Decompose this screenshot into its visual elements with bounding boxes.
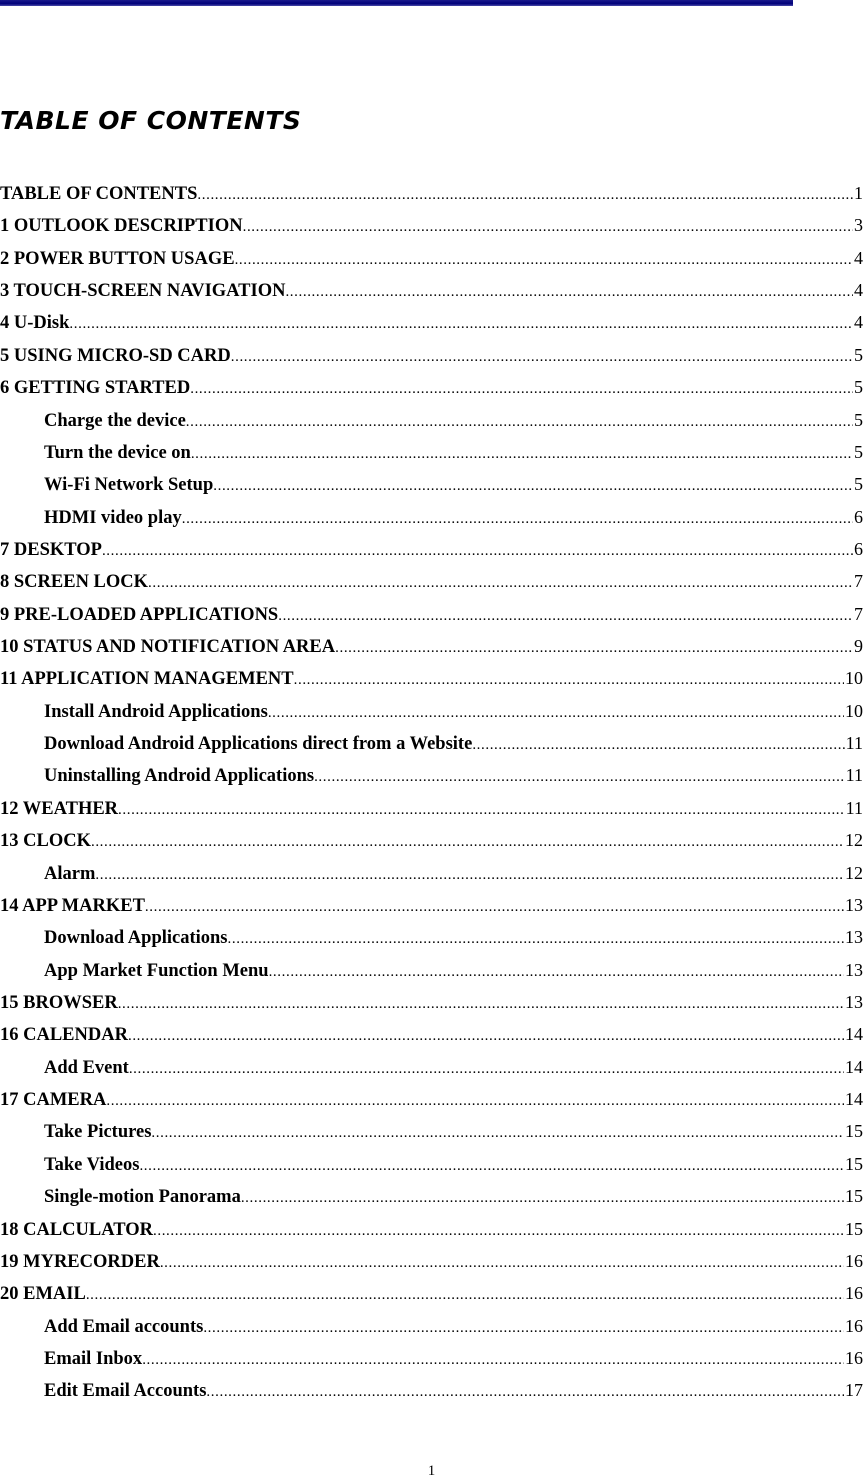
toc-entry-page: 16 xyxy=(845,1283,863,1304)
toc-dot-leader xyxy=(243,219,853,236)
toc-entry-page: 12 xyxy=(845,862,863,883)
toc-entry-title: 15 BROWSER xyxy=(0,992,118,1013)
toc-entry-page: 10 xyxy=(845,668,863,689)
toc-entry-title: Alarm xyxy=(44,863,96,884)
toc-entry[interactable] xyxy=(0,507,863,539)
toc-entry-title: 6 GETTING STARTED xyxy=(0,378,191,399)
toc-entry-title: Add Email accounts xyxy=(44,1316,204,1337)
toc-entry[interactable] xyxy=(0,345,863,377)
toc-entry-title: 8 SCREEN LOCK xyxy=(0,572,149,593)
toc-entry-page: 6 xyxy=(854,506,863,527)
toc-dot-leader xyxy=(95,867,844,884)
toc-dot-leader xyxy=(148,575,853,592)
toc-entry-page: 15 xyxy=(845,1153,863,1174)
toc-entry-title: 11 APPLICATION MANAGEMENT xyxy=(0,669,294,690)
toc-entry-title: Uninstalling Android Applications xyxy=(44,766,315,787)
toc-entry-page: 5 xyxy=(854,377,863,398)
toc-entry[interactable] xyxy=(0,280,863,312)
header-rule xyxy=(0,0,793,6)
toc-entry[interactable] xyxy=(0,895,863,927)
toc-dot-leader xyxy=(278,608,853,625)
toc-dot-leader xyxy=(69,316,853,333)
toc-dot-leader xyxy=(191,446,853,463)
toc-entry-title: Download Android Applications direct from a Website xyxy=(44,734,473,755)
toc-entry-page: 5 xyxy=(854,441,863,462)
toc-entry[interactable] xyxy=(0,798,863,830)
toc-entry[interactable] xyxy=(0,215,863,247)
toc-entry[interactable] xyxy=(0,183,863,215)
toc-entry-page: 13 xyxy=(845,991,863,1012)
toc-entry-title: 2 POWER BUTTON USAGE xyxy=(0,248,235,269)
toc-dot-leader xyxy=(139,1158,844,1175)
toc-entry-page: 5 xyxy=(854,409,863,430)
toc-dot-leader xyxy=(294,672,844,689)
toc-entry-title: Email Inbox xyxy=(44,1348,143,1369)
toc-entry-page: 13 xyxy=(845,959,863,980)
toc-entry[interactable] xyxy=(0,1316,863,1348)
toc-dot-leader xyxy=(213,478,853,495)
toc-dot-leader xyxy=(241,1190,844,1207)
toc-entry-title: 20 EMAIL xyxy=(0,1284,86,1305)
toc-dot-leader xyxy=(160,1255,844,1272)
toc-dot-leader xyxy=(118,802,845,819)
toc-entry-page: 12 xyxy=(845,830,863,851)
toc-entry-title: Install Android Applications xyxy=(44,701,268,722)
toc-entry-page: 14 xyxy=(845,1024,863,1045)
toc-entry-title: Download Applications xyxy=(44,928,228,949)
toc-entry-page: 11 xyxy=(845,733,863,754)
toc-dot-leader xyxy=(102,543,853,560)
toc-entry-title: TABLE OF CONTENTS xyxy=(0,184,198,204)
toc-entry[interactable] xyxy=(0,539,863,571)
toc-entry[interactable] xyxy=(0,701,863,733)
toc-dot-leader xyxy=(268,705,844,722)
toc-entry[interactable] xyxy=(0,1348,863,1380)
toc-entry[interactable] xyxy=(0,1057,863,1089)
toc-entry-title: 1 OUTLOOK DESCRIPTION xyxy=(0,216,243,237)
toc-dot-leader xyxy=(142,1352,844,1369)
toc-dot-leader xyxy=(472,737,844,754)
toc-entry-title: Take Videos xyxy=(44,1154,140,1175)
toc-entry[interactable] xyxy=(0,733,863,765)
toc-dot-leader xyxy=(91,834,844,851)
toc-entry-page: 15 xyxy=(845,1218,863,1239)
toc-dot-leader xyxy=(186,414,853,431)
toc-entry-page: 10 xyxy=(845,700,863,721)
toc-entry[interactable] xyxy=(0,1251,863,1283)
toc-entry-title: 18 CALCULATOR xyxy=(0,1219,153,1240)
toc-entry[interactable] xyxy=(0,992,863,1024)
toc-entry-title: 5 USING MICRO-SD CARD xyxy=(0,345,231,366)
toc-entry-page: 13 xyxy=(845,894,863,915)
toc-entry-page: 15 xyxy=(845,1186,863,1207)
toc-entry-page: 17 xyxy=(845,1380,863,1401)
toc-entry-title: 13 CLOCK xyxy=(0,831,91,852)
toc-entry[interactable] xyxy=(0,830,863,862)
toc-entry[interactable] xyxy=(0,1089,863,1121)
toc-entry-title: 9 PRE-LOADED APPLICATIONS xyxy=(0,604,279,625)
toc-entry-title: 4 U-Disk xyxy=(0,313,70,334)
toc-entry-title: Add Event xyxy=(44,1057,129,1078)
toc-entry-page: 11 xyxy=(845,797,863,818)
toc-entry[interactable] xyxy=(0,1154,863,1186)
toc-dot-leader xyxy=(206,1384,844,1401)
toc-entry[interactable] xyxy=(0,312,863,344)
toc-entry-title: HDMI video play xyxy=(44,507,182,528)
toc-entry-page: 1 xyxy=(854,183,863,203)
toc-entry-title: 3 TOUCH-SCREEN NAVIGATION xyxy=(0,281,286,302)
toc-dot-leader xyxy=(335,640,853,657)
page-title: TABLE OF CONTENTS xyxy=(0,106,302,135)
toc-dot-leader xyxy=(190,381,853,398)
toc-entry-title: 12 WEATHER xyxy=(0,798,119,819)
toc-entry-page: 11 xyxy=(845,765,863,786)
toc-entry-title: 19 MYRECORDER xyxy=(0,1251,160,1272)
toc-entry-page: 9 xyxy=(854,636,863,657)
toc-entry-page: 13 xyxy=(845,927,863,948)
toc-entry[interactable] xyxy=(0,668,863,700)
toc-entry-page: 4 xyxy=(854,280,863,301)
toc-dot-leader xyxy=(153,1223,844,1240)
toc-entry-title: Wi-Fi Network Setup xyxy=(44,475,214,496)
toc-entry[interactable] xyxy=(0,927,863,959)
toc-dot-leader xyxy=(228,931,844,948)
toc-entry[interactable] xyxy=(0,765,863,797)
toc-entry-page: 16 xyxy=(845,1347,863,1368)
toc-dot-leader xyxy=(197,187,853,204)
toc-dot-leader xyxy=(203,1320,844,1337)
toc-entry-title: Single-motion Panorama xyxy=(44,1187,241,1208)
toc-entry-page: 3 xyxy=(854,215,863,236)
toc-entry-title: Take Pictures xyxy=(44,1122,152,1143)
toc-entry[interactable] xyxy=(0,1186,863,1218)
toc-entry-title: 16 CALENDAR xyxy=(0,1025,128,1046)
toc-entry[interactable] xyxy=(0,1024,863,1056)
toc-entry-page: 7 xyxy=(854,603,863,624)
toc-dot-leader xyxy=(285,284,853,301)
toc-entry-page: 16 xyxy=(845,1315,863,1336)
toc-entry[interactable] xyxy=(0,474,863,506)
toc-entry[interactable] xyxy=(0,410,863,442)
toc-entry-title: 17 CAMERA xyxy=(0,1090,107,1111)
page-number: 1 xyxy=(427,1463,436,1479)
toc-entry-title: Edit Email Accounts xyxy=(44,1381,207,1402)
toc-entry[interactable] xyxy=(0,636,863,668)
toc-entry-title: 10 STATUS AND NOTIFICATION AREA xyxy=(0,637,336,658)
toc-dot-leader xyxy=(231,349,853,366)
toc-dot-leader xyxy=(129,1061,844,1078)
toc-entry[interactable] xyxy=(0,1219,863,1251)
toc-entry-page: 5 xyxy=(854,474,863,495)
toc-entry[interactable] xyxy=(0,571,863,603)
toc-dot-leader xyxy=(182,511,853,528)
toc-dot-leader xyxy=(269,964,844,981)
toc-entry-page: 7 xyxy=(854,571,863,592)
toc-entry[interactable] xyxy=(0,863,863,895)
toc-entry-page: 15 xyxy=(845,1121,863,1142)
toc-dot-leader xyxy=(118,996,844,1013)
table-of-contents xyxy=(0,183,863,1413)
toc-entry-title: 7 DESKTOP xyxy=(0,539,102,560)
toc-entry[interactable] xyxy=(0,248,863,280)
toc-entry-page: 6 xyxy=(854,538,863,559)
toc-dot-leader xyxy=(128,1028,844,1045)
toc-entry-page: 14 xyxy=(845,1056,863,1077)
toc-dot-leader xyxy=(151,1125,844,1142)
toc-entry-title: Turn the device on xyxy=(44,442,191,463)
toc-entry[interactable] xyxy=(0,1380,863,1412)
toc-entry[interactable] xyxy=(0,960,863,992)
toc-entry-page: 4 xyxy=(854,247,863,268)
toc-entry-page: 16 xyxy=(845,1250,863,1271)
toc-entry-title: 14 APP MARKET xyxy=(0,895,145,916)
toc-entry[interactable] xyxy=(0,377,863,409)
toc-dot-leader xyxy=(106,1093,844,1110)
toc-entry-page: 14 xyxy=(845,1089,863,1110)
toc-dot-leader xyxy=(86,1287,844,1304)
toc-entry[interactable] xyxy=(0,1283,863,1315)
toc-entry-page: 4 xyxy=(854,312,863,333)
toc-entry-title: App Market Function Menu xyxy=(44,960,269,981)
toc-dot-leader xyxy=(145,899,844,916)
toc-entry[interactable] xyxy=(0,1121,863,1153)
toc-entry[interactable] xyxy=(0,604,863,636)
toc-entry-title: Charge the device xyxy=(44,410,186,431)
toc-dot-leader xyxy=(314,769,845,786)
toc-entry[interactable] xyxy=(0,442,863,474)
toc-dot-leader xyxy=(235,252,853,269)
toc-entry-page: 5 xyxy=(854,344,863,365)
